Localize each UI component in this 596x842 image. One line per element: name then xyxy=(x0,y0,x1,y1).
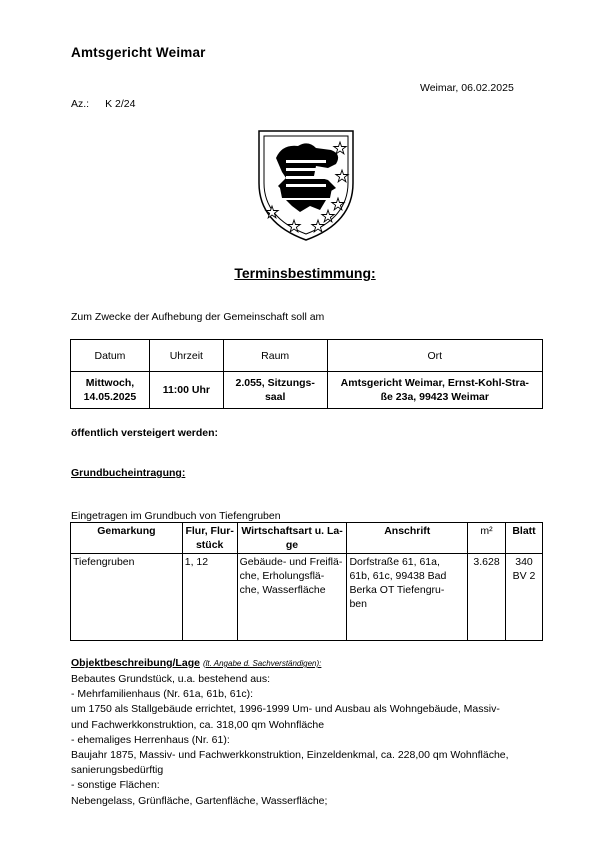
description-line: - ehemaliges Herrenhaus (Nr. 61): xyxy=(71,733,230,746)
blatt-line: BV 2 xyxy=(512,570,536,582)
anschrift-line: ben xyxy=(349,598,367,610)
header-line: ge xyxy=(285,539,299,551)
cell-datum xyxy=(71,372,150,409)
description-line: um 1750 als Stallgebäude errichtet, 1996-1999 Um- und Ausbau als Wohngebäude, Massiv- xyxy=(71,703,500,716)
cell-ort xyxy=(327,372,542,409)
ort-line: Amtsgericht Weimar, Ernst-Kohl-Stra- xyxy=(340,377,529,389)
objekt-heading-note: (lt. Angabe d. Sachverständigen): xyxy=(202,659,322,668)
cell-flur: 1, 12 xyxy=(182,554,237,641)
blatt-line: 340 xyxy=(515,556,533,568)
place-date: Weimar, 06.02.2025 xyxy=(420,82,514,94)
header-flur xyxy=(182,523,237,554)
anschrift-line: Berka OT Tiefengru- xyxy=(349,584,445,596)
objekt-description xyxy=(71,672,541,809)
raum-line: saal xyxy=(264,391,286,403)
grundbuch-heading: Grundbucheintragung: xyxy=(71,467,186,479)
header-m2: m² xyxy=(468,523,506,554)
file-reference xyxy=(71,98,135,110)
raum-line: 2.055, Sitzungs- xyxy=(235,377,315,389)
wirt-line: Gebäude- und Freiflä- xyxy=(239,556,343,568)
description-line: - Mehrfamilienhaus (Nr. 61a, 61b, 61c): xyxy=(71,688,254,701)
datum-line: Mittwoch, xyxy=(85,377,135,389)
document-title: Terminsbestimmung: xyxy=(234,265,376,281)
termin-row xyxy=(71,372,543,409)
datum-line: 14.05.2025 xyxy=(83,391,137,403)
description-line: Nebengelass, Grünfläche, Gartenfläche, Wasserfläche; xyxy=(71,794,328,807)
intro-text: Zum Zwecke der Aufhebung der Gemeinschaft soll am xyxy=(71,311,325,323)
header-gemarkung: Gemarkung xyxy=(71,523,183,554)
cell-gemarkung: Tiefengruben xyxy=(71,554,183,641)
termin-header-row xyxy=(71,340,543,372)
header-line: stück xyxy=(195,539,224,551)
header-line: Wirtschaftsart u. La- xyxy=(241,525,343,537)
anschrift-line: Dorfstraße 61, 61a, xyxy=(349,556,440,568)
description-line: Baujahr 1875, Massiv- und Fachwerkkonstruktion, Einzeldenkmal, ca. 228,00 qm Wohnfläche, xyxy=(71,749,509,762)
ort-line: ße 23a, 99423 Weimar xyxy=(380,391,489,403)
grundbuch-row xyxy=(71,554,543,641)
header-datum: Datum xyxy=(71,340,150,372)
header-line: Flur, Flur- xyxy=(185,525,234,537)
file-reference-value: K 2/24 xyxy=(105,98,136,110)
header-wirtschaftsart xyxy=(237,523,347,554)
header-anschrift: Anschrift xyxy=(347,523,468,554)
court-name: Amtsgericht Weimar xyxy=(71,45,206,60)
description-line: - sonstige Flächen: xyxy=(71,779,160,792)
auction-statement: öffentlich versteigert werden: xyxy=(71,427,219,439)
header-ort: Ort xyxy=(327,340,542,372)
cell-wirtschaftsart xyxy=(237,554,347,641)
grundbuch-header-row xyxy=(71,523,543,554)
cell-m2: 3.628 xyxy=(468,554,506,641)
description-line: sanierungsbedürftig xyxy=(71,764,164,777)
wirt-line: che, Wasserfläche xyxy=(239,584,326,596)
description-line: Bebautes Grundstück, u.a. bestehend aus: xyxy=(71,673,271,685)
header-uhrzeit: Uhrzeit xyxy=(149,340,223,372)
coat-of-arms-icon xyxy=(256,128,356,243)
cell-blatt xyxy=(506,554,543,641)
cell-anschrift xyxy=(347,554,468,641)
file-reference-label: Az.: xyxy=(71,98,90,110)
wirt-line: che, Erholungsflä- xyxy=(239,570,325,582)
header-blatt: Blatt xyxy=(506,523,543,554)
grundbuch-intro: Eingetragen im Grundbuch von Tiefengruben xyxy=(71,510,281,522)
grundbuch-table xyxy=(70,522,543,641)
description-line: und Fachwerkkonstruktion, ca. 318,00 qm Wohnfläche xyxy=(71,718,325,731)
cell-uhrzeit: 11:00 Uhr xyxy=(149,372,223,409)
objekt-heading-text: Objektbeschreibung/Lage xyxy=(71,657,200,669)
header-raum: Raum xyxy=(223,340,327,372)
termin-table xyxy=(70,339,543,409)
cell-raum xyxy=(223,372,327,409)
anschrift-line: 61b, 61c, 99438 Bad xyxy=(349,570,447,582)
objekt-heading xyxy=(71,657,321,669)
